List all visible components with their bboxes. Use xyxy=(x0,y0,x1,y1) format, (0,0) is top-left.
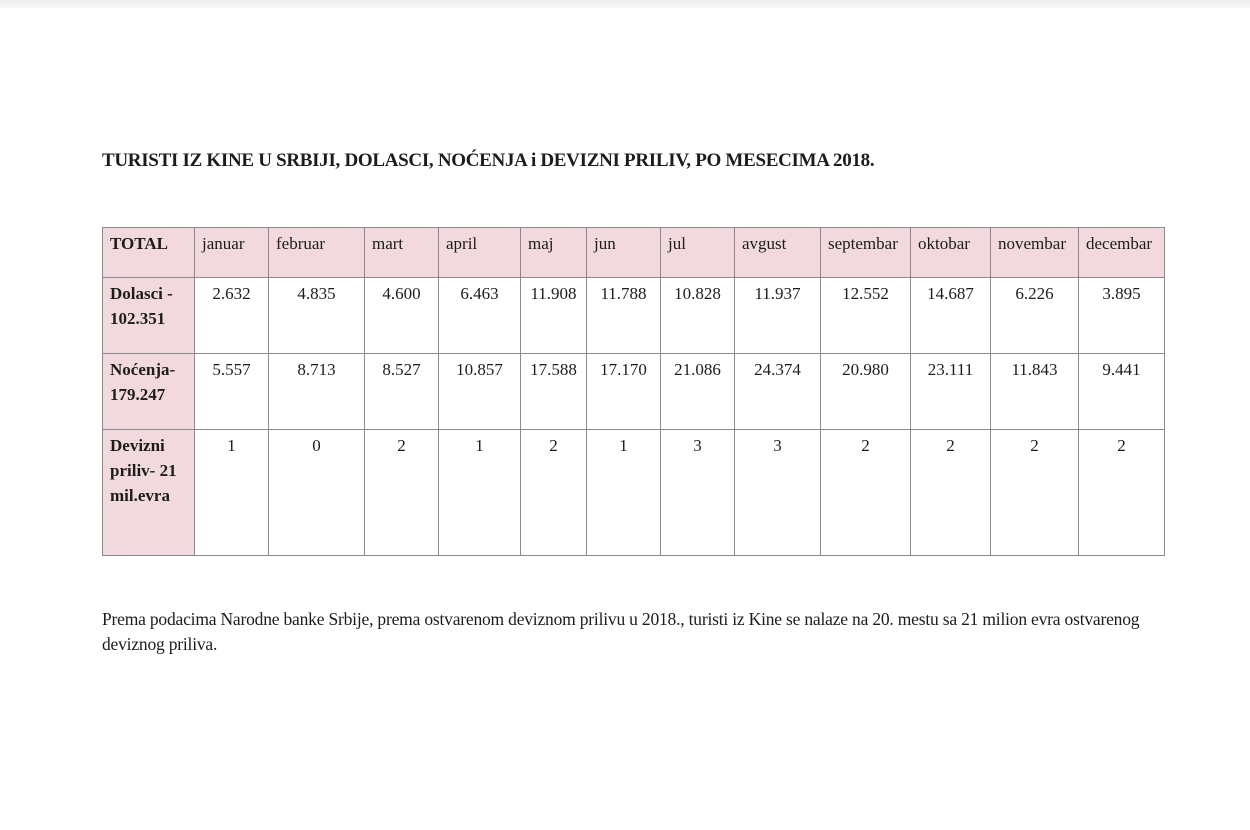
month-header: februar xyxy=(269,228,365,278)
table-cell: 3.895 xyxy=(1079,278,1165,354)
table-cell: 6.463 xyxy=(439,278,521,354)
month-header: mart xyxy=(365,228,439,278)
table-cell: 23.111 xyxy=(911,354,991,430)
table-cell: 4.835 xyxy=(269,278,365,354)
table-cell: 8.527 xyxy=(365,354,439,430)
table-cell: 10.828 xyxy=(661,278,735,354)
table-cell: 8.713 xyxy=(269,354,365,430)
table-row xyxy=(103,278,1165,354)
table-cell: 11.843 xyxy=(991,354,1079,430)
row-label: Noćenja- 179.247 xyxy=(103,354,195,430)
table-cell: 17.588 xyxy=(521,354,587,430)
table-cell: 2 xyxy=(821,430,911,556)
table-header-row xyxy=(103,228,1165,278)
table-cell: 2 xyxy=(365,430,439,556)
table-cell: 5.557 xyxy=(195,354,269,430)
table-cell: 4.600 xyxy=(365,278,439,354)
top-edge xyxy=(0,0,1250,8)
table-cell: 24.374 xyxy=(735,354,821,430)
table-cell: 9.441 xyxy=(1079,354,1165,430)
table-cell: 1 xyxy=(439,430,521,556)
table-cell: 2.632 xyxy=(195,278,269,354)
month-header: oktobar xyxy=(911,228,991,278)
table-cell: 3 xyxy=(661,430,735,556)
table-cell: 11.937 xyxy=(735,278,821,354)
tourism-table xyxy=(102,227,1165,556)
source-note: Prema podacima Narodne banke Srbije, prema ostvarenom deviznom prilivu u 2018., turisti iz Kine se nalaze na 20. mestu sa 21 milion evra ostvarenog deviznog priliva. xyxy=(102,609,1140,654)
month-header: septembar xyxy=(821,228,911,278)
table-cell: 12.552 xyxy=(821,278,911,354)
row-label: Devizni priliv- 21 mil.evra xyxy=(103,430,195,556)
row-label: Dolasci - 102.351 xyxy=(103,278,195,354)
table-cell: 6.226 xyxy=(991,278,1079,354)
table-cell: 11.788 xyxy=(587,278,661,354)
table-cell: 20.980 xyxy=(821,354,911,430)
month-header: maj xyxy=(521,228,587,278)
table-cell: 21.086 xyxy=(661,354,735,430)
table-cell: 10.857 xyxy=(439,354,521,430)
table-cell: 1 xyxy=(587,430,661,556)
table-row xyxy=(103,430,1165,556)
month-header: jul xyxy=(661,228,735,278)
document-title: TURISTI IZ KINE U SRBIJI, DOLASCI, NOĆENJA i DEVIZNI PRILIV, PO MESECIMA 2018. xyxy=(102,150,875,171)
table-cell: 2 xyxy=(521,430,587,556)
month-header: april xyxy=(439,228,521,278)
table-cell: 0 xyxy=(269,430,365,556)
table-cell: 11.908 xyxy=(521,278,587,354)
table-row xyxy=(103,354,1165,430)
month-header: avgust xyxy=(735,228,821,278)
month-header: jun xyxy=(587,228,661,278)
table-cell: 14.687 xyxy=(911,278,991,354)
month-header: decembar xyxy=(1079,228,1165,278)
table-cell: 17.170 xyxy=(587,354,661,430)
table-cell: 2 xyxy=(1079,430,1165,556)
table-cell: 3 xyxy=(735,430,821,556)
table-cell: 2 xyxy=(991,430,1079,556)
corner-cell: TOTAL xyxy=(103,228,195,278)
month-header: januar xyxy=(195,228,269,278)
table-cell: 2 xyxy=(911,430,991,556)
month-header: novembar xyxy=(991,228,1079,278)
table-cell: 1 xyxy=(195,430,269,556)
